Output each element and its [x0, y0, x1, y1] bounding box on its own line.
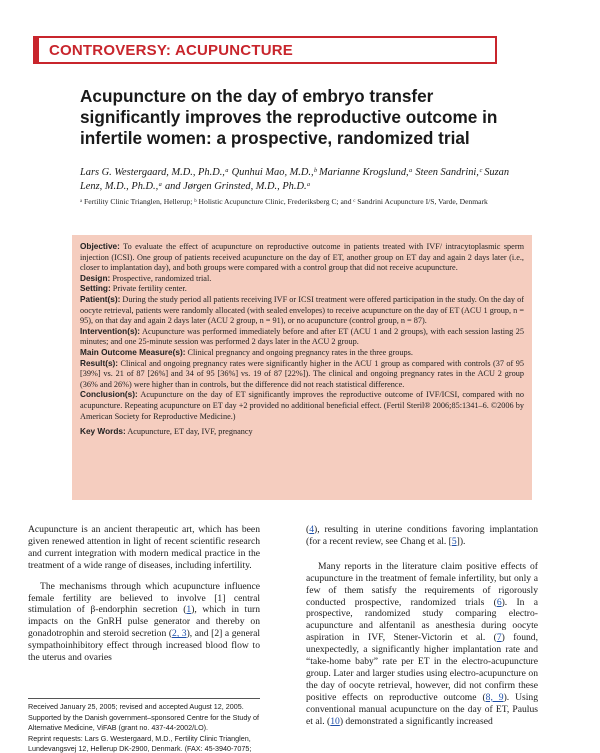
body-column-right [306, 524, 538, 728]
abstract-label: Patient(s): [80, 294, 121, 304]
abstract-keywords [80, 427, 524, 438]
abstract-results [80, 359, 524, 391]
support-note: Supported by the Danish government–sponsored Centre for the Study of Alternative Medicine, ViFAB (grant no. 437-44-2002/LO). [28, 713, 259, 732]
footnotes [28, 698, 260, 753]
abstract-box [72, 235, 532, 500]
body-paragraph: Acupuncture is an ancient therapeutic art, which has been given renewed attention in light of recent scientific research and current integration with modern medical practice in the treatment of a wide range of diseases, including infertility. [28, 524, 260, 571]
abstract-text: Clinical pregnancy and ongoing pregnancy rates in the three groups. [187, 347, 413, 357]
body-text: ), resulting in uterine conditions favoring implantation (for a recent review, see Chang et al. [ [306, 524, 538, 547]
abstract-interventions [80, 327, 524, 348]
author-list: Lars G. Westergaard, M.D., Ph.D.,ᵃ Qunhui Mao, M.D.,ᵇ Marianne Krogslund,ᵃ Steen Sandrini,ᶜ Suzan Lenz, M.D., Ph.D.,ᵃ and Jørgen Grinsted, M.D., Ph.D.ᵃ [80, 167, 510, 192]
abstract-design [80, 274, 524, 285]
abstract-objective [80, 242, 524, 274]
reference-link[interactable]: 10 [330, 715, 340, 727]
abstract-conclusions [80, 390, 524, 422]
abstract-text: Acupuncture was performed immediately before and after ET (ACU 1 and 2 groups), with each session lasting 25 minutes; and one 25-minute session was performed 2 days later in the ACU 2 group. [80, 326, 524, 347]
body-text: ), which in turn impacts on the GnRH pulse generator and thereby on gonadotrophin and steroid secretion ( [28, 604, 260, 640]
body-text: ). In a prospective, randomized study comparing electro-acupuncture and alfentanil as anesthesia during oocyte aspiration in IVF, Stener-Victorin et al. ( [306, 596, 538, 644]
abstract-text: To evaluate the effect of acupuncture on reproductive outcome in patients treated with IVF/ intracytoplasmic sperm injection (ICSI). One group of patients received acupuncture on the day of ET, another group on ET day and again 2 days later (i.e., closer to implantation day), and both groups were compared with a control group that did not receive acupuncture. [80, 242, 524, 273]
section-banner [33, 36, 497, 64]
abstract-patients [80, 295, 524, 327]
body-text: The mechanisms through which acupuncture influence female fertility are believed to involve [1] central stimulation of β-endorphin secretion ( [28, 580, 260, 616]
reprint-note: Reprint requests: Lars G. Westergaard, M.D., Fertility Clinic Trianglen, Lundevangsvej 12, Hellerup DK-2900, Denmark. (FAX: 45-3940-7075; [28, 734, 252, 753]
abstract-label: Key Words: [80, 427, 126, 437]
body-text: ) found, unexpectedly, a significantly higher implantation rate and “take-home baby” rate per ET in the electro-acupuncture group. Later and larger studies using electro-acupuncture on the day of oocyte retrieval, however, did not confirm these positive effects on reproductive outcome ( [306, 632, 539, 703]
abstract-label: Conclusion(s): [80, 390, 138, 400]
abstract-label: Main Outcome Measure(s): [80, 347, 186, 357]
body-paragraph [306, 561, 538, 728]
abstract-text: Clinical and ongoing pregnancy rates were significantly higher in the ACU 1 group as compared with controls (37 of 95 [39%] vs. 21 of 87 [26%] and 34 of 95 [36%] vs. 19 of 87 [22%]). The clinical and ongoing pregnancy rates in the ACU 2 group (36% and 26%) were higher than in controls, but the difference did not reach statistical difference. [80, 358, 524, 389]
reference-link[interactable]: 8, 9 [485, 691, 504, 703]
abstract-label: Setting: [80, 284, 111, 294]
abstract-text: Acupuncture, ET day, IVF, pregnancy [127, 427, 253, 437]
abstract-text: During the study period all patients receiving IVF or ICSI treatment were offered participation in the study. On the day of oocyte retrieval, patients were randomly allocated (with sealed envelopes) to receive acupuncture on the day of ET (ACU 1 group, n = 95), on that day and again 2 days later (ACU 2 group, n = 91), or no acupuncture (control group, n = 87). [80, 294, 525, 326]
reference-link[interactable]: 1 [186, 604, 192, 616]
body-text: Many reports in the literature claim positive effects of acupuncture in the treatment of female infertility, but only a few of them satisfy the requirements of rigorously conducted prospective, randomized trials ( [306, 560, 538, 608]
abstract-measures [80, 348, 524, 359]
body-paragraph [28, 581, 260, 664]
abstract-label: Result(s): [80, 358, 119, 368]
reference-link[interactable]: 4 [309, 524, 314, 535]
reference-link[interactable]: 6 [496, 596, 502, 608]
abstract-label: Intervention(s): [80, 326, 141, 336]
received-note: Received January 25, 2005; revised and accepted August 12, 2005. [28, 702, 244, 711]
body-text: ) demonstrated a significantly increased [339, 715, 493, 727]
affiliations: ᵃ Fertility Clinic Trianglen, Hellerup; ᵇ Holistic Acupuncture Clinic, Frederiksberg C; and ᶜ Sandrini Acupuncture I/S, Varde, Denmark [80, 197, 488, 206]
abstract-label: Objective: [80, 242, 120, 251]
reference-link[interactable]: 5 [451, 535, 457, 547]
abstract-setting [80, 284, 524, 295]
body-text: ), and [2] a general sympathoinhibitory effect through increased blood flow to the uterus and ovaries [28, 628, 260, 664]
abstract-text: Prospective, randomized trial. [112, 273, 212, 283]
body-column-left [28, 524, 260, 664]
abstract-label: Design: [80, 273, 111, 283]
body-text: ( [306, 524, 310, 535]
reference-link[interactable]: 7 [496, 632, 502, 644]
section-banner-label: CONTROVERSY: ACUPUNCTURE [49, 41, 293, 59]
body-paragraph [306, 524, 538, 548]
article-title: Acupuncture on the day of embryo transfer significantly improves the reproductive outcome in infertile women: a prospective, randomized trial [80, 86, 498, 148]
abstract-text: Private fertility center. [112, 284, 187, 294]
reference-link[interactable]: 2, 3 [172, 628, 187, 640]
body-text: ]). [456, 535, 466, 547]
body-text: ). Using conventional manual acupuncture on the day of ET, Paulus et al. ( [306, 691, 538, 727]
abstract-text: Acupuncture on the day of ET significantly improves the reproductive outcome of IVF/ICSI, compared with no acupuncture. Repeating acupuncture on ET day +2 provided no additional beneficial effect. (Fertil Steril® 2006;85:1341–6. ©2006 by American Society for Reproductive Medicine.) [80, 390, 524, 421]
